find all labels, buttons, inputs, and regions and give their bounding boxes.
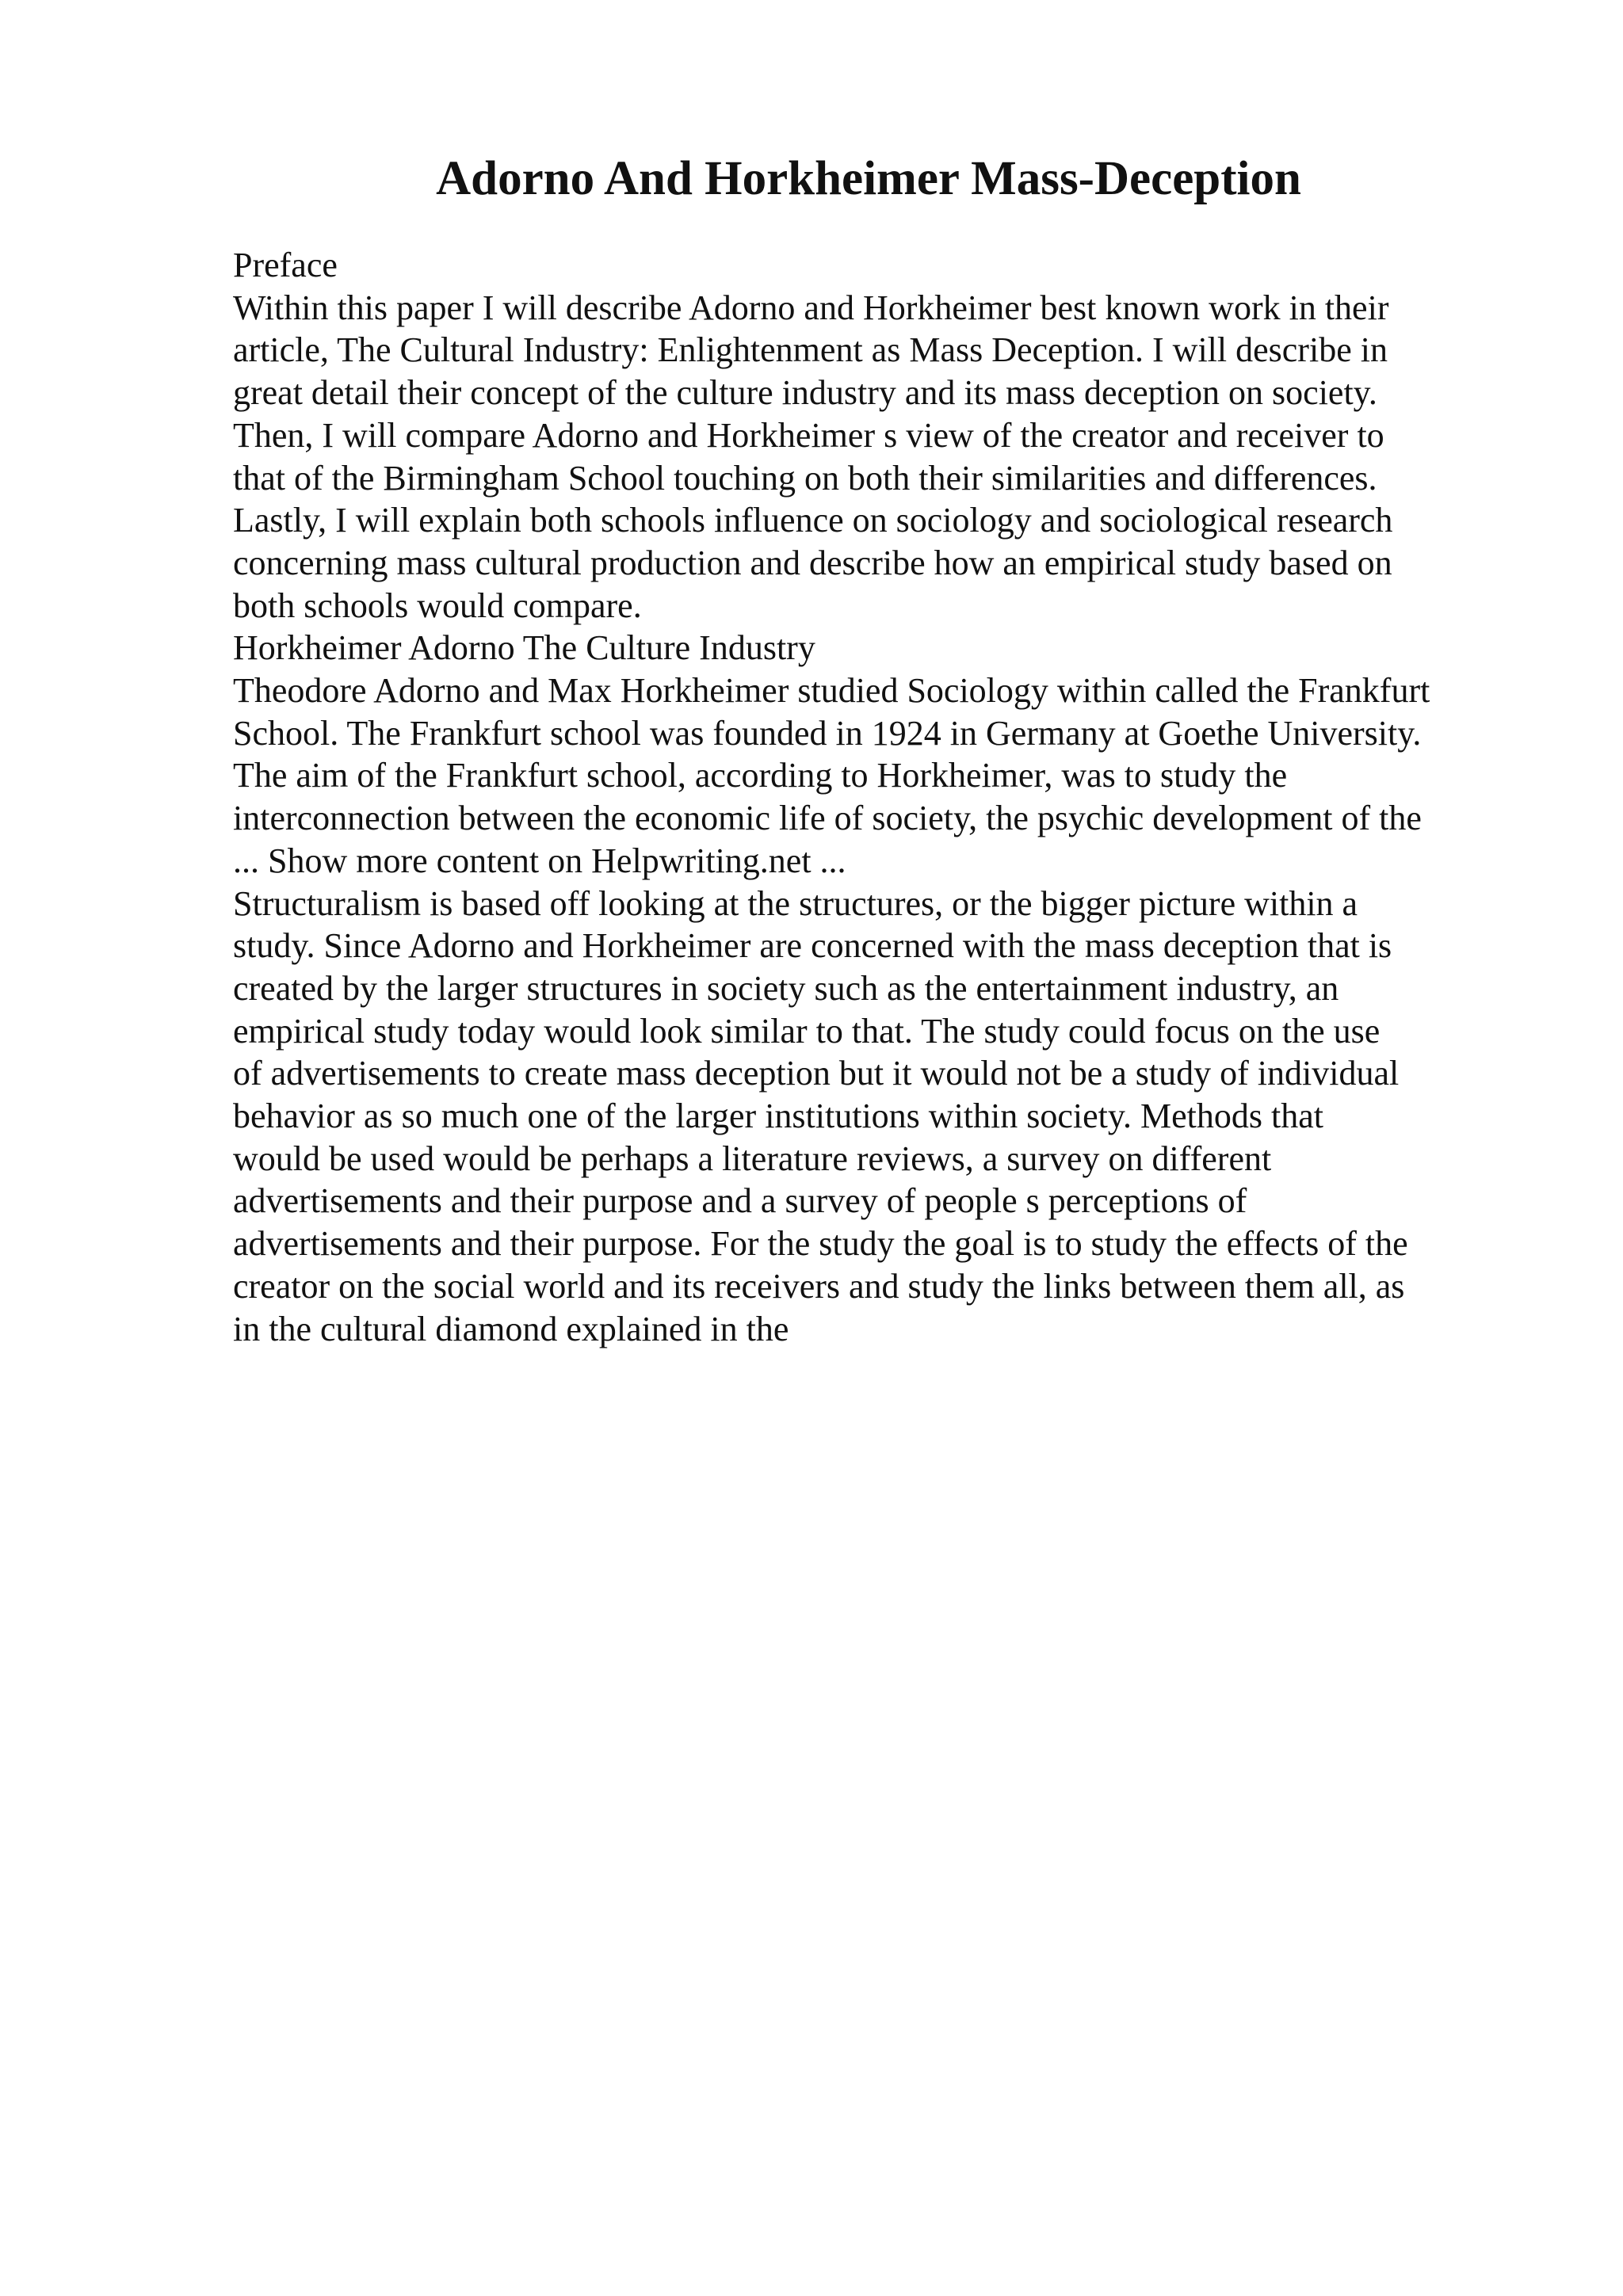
section-heading-preface: Preface	[233, 246, 338, 284]
text-line: of advertisements to create mass deception but it would not be a study of individual	[233, 1054, 1400, 1093]
text-line: School. The Frankfurt school was founded in 1924 in Germany at Goethe University.	[233, 713, 1422, 753]
text-line: Within this paper I will describe Adorno and Horkheimer best known work in their	[233, 288, 1389, 327]
text-line: Lastly, I will explain both schools influence on sociology and sociological research	[233, 501, 1393, 540]
document-title: Adorno And Horkheimer Mass-Deception	[436, 152, 1301, 205]
text-line: empirical study today would look similar to that. The study could focus on the use	[233, 1011, 1381, 1051]
text-line: creator on the social world and its receivers and study the links between them all, as	[233, 1266, 1405, 1306]
text-line: Then, I will compare Adorno and Horkheimer s view of the creator and receiver to	[233, 415, 1384, 455]
document-body	[233, 244, 1596, 1350]
text-line: that of the Birmingham School touching on both their similarities and differences.	[233, 458, 1377, 498]
text-line: concerning mass cultural production and describe how an empirical study based on	[233, 543, 1392, 582]
text-line: created by the larger structures in society such as the entertainment industry, an	[233, 968, 1339, 1008]
text-line: The aim of the Frankfurt school, according to Horkheimer, was to study the	[233, 756, 1288, 795]
text-line: great detail their concept of the culture industry and its mass deception on society.	[233, 373, 1377, 413]
text-line: in the cultural diamond explained in the	[233, 1309, 789, 1348]
text-line: article, The Cultural Industry: Enlightenment as Mass Deception. I will describe in	[233, 330, 1388, 370]
show-more-notice: ... Show more content on Helpwriting.net ...	[233, 841, 846, 880]
text-line: Structuralism is based off looking at the structures, or the bigger picture within a	[233, 883, 1358, 923]
text-line: both schools would compare.	[233, 585, 642, 625]
text-line: behavior as so much one of the larger institutions within society. Methods that	[233, 1097, 1323, 1136]
text-line: interconnection between the economic life of society, the psychic development of the	[233, 799, 1422, 838]
text-line: study. Since Adorno and Horkheimer are concerned with the mass deception that is	[233, 926, 1392, 966]
text-line: advertisements and their purpose. For the study the goal is to study the effects of the	[233, 1224, 1408, 1264]
section-heading-culture-industry: Horkheimer Adorno The Culture Industry	[233, 628, 815, 668]
text-line: advertisements and their purpose and a survey of people s perceptions of	[233, 1181, 1247, 1221]
text-line: Theodore Adorno and Max Horkheimer studied Sociology within called the Frankfurt	[233, 671, 1430, 711]
text-line: would be used would be perhaps a literature reviews, a survey on different	[233, 1138, 1272, 1178]
